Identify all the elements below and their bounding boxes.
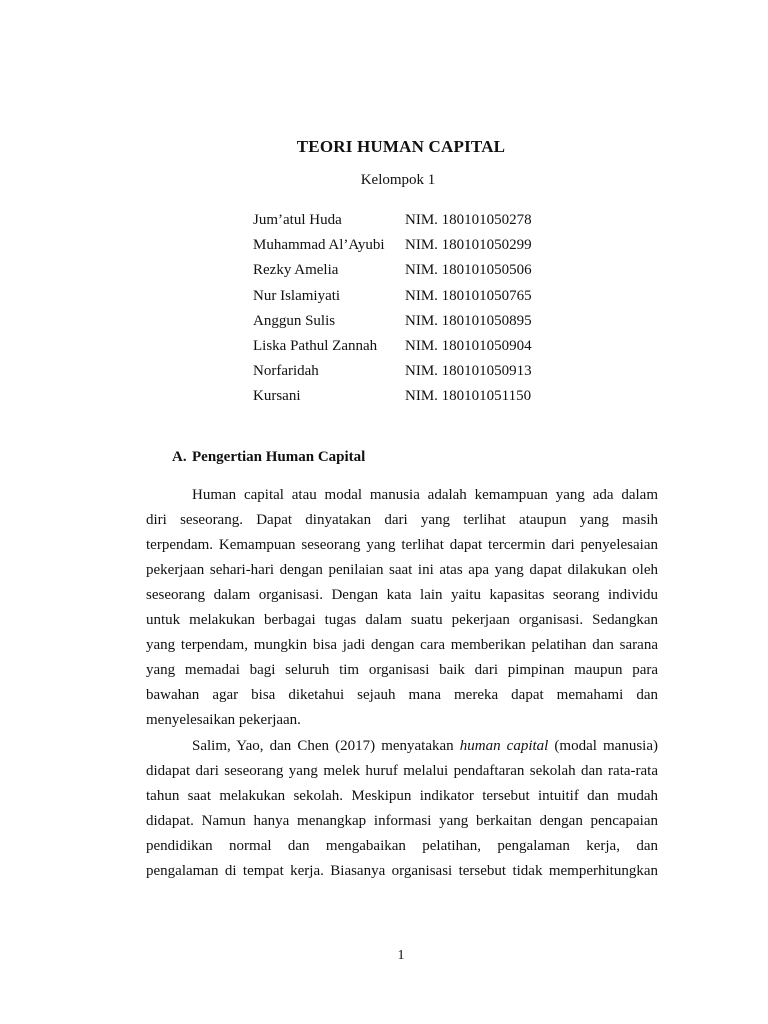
member-name: Liska Pathul Zannah <box>253 338 378 355</box>
member-nim: NIM. 180101050895 <box>405 312 532 329</box>
member-row <box>253 258 532 283</box>
paragraph-line: terpendam. Kemampuan seseorang yang terlihat dapat tercermin dari penyelesaian <box>146 537 658 553</box>
member-nim: NIM. 180101050913 <box>405 363 532 380</box>
member-row <box>253 208 532 233</box>
paragraph-line: tahun saat melakukan sekolah. Meskipun indikator tersebut intuitif dan mudah <box>146 788 658 804</box>
paragraph-line: pekerjaan sehari-hari dengan penilaian saat ini atas apa yang dapat dilakukan oleh <box>146 562 658 578</box>
member-row <box>253 334 532 359</box>
paragraph-line: bawahan agar bisa diketahui sejauh mana mereka dapat memahami dan <box>146 687 658 703</box>
citation-text: Salim, Yao, dan Chen (2017) menyatakan <box>192 738 460 754</box>
member-nim: NIM. 180101050299 <box>405 237 532 254</box>
paragraph-line: pengalaman di tempat kerja. Biasanya organisasi tersebut tidak memperhitungkan <box>146 863 658 879</box>
member-nim: NIM. 180101050904 <box>405 338 532 355</box>
member-name: Nur Islamiyati <box>253 287 341 304</box>
document-title: TEORI HUMAN CAPITAL <box>296 137 506 156</box>
paragraph-line: diri seseorang. Dapat dinyatakan dari yang terlihat ataupun yang masih <box>146 512 658 528</box>
member-nim: NIM. 180101051150 <box>405 388 532 405</box>
section-title: Pengertian Human Capital <box>192 449 366 465</box>
paragraph-line: seseorang dalam organisasi. Dengan kata lain yaitu kapasitas seorang individu <box>146 587 658 603</box>
section-letter: A. <box>172 449 187 465</box>
paragraph-line: yang memadai bagi seluruh tim organisasi baik dari pimpinan maupun para <box>146 662 658 678</box>
member-row <box>253 284 532 309</box>
group-label: Kelompok 1 <box>360 172 436 188</box>
citation-text: (modal manusia) <box>548 738 658 754</box>
paragraph-line: yang terpendam, mungkin bisa jadi dengan cara memberikan pelatihan dan sarana <box>146 637 658 653</box>
member-row <box>253 384 532 409</box>
member-row <box>253 233 532 258</box>
paragraph-line: untuk melakukan berbagai tugas dalam suatu pekerjaan organisasi. Sedangkan <box>146 612 658 628</box>
member-name: Anggun Sulis <box>253 312 336 329</box>
paragraph-line: pendidikan normal dan mengabaikan pelatihan, pengalaman kerja, dan <box>146 838 658 854</box>
member-row <box>253 359 532 384</box>
italic-term: human capital <box>459 738 549 754</box>
paragraph-line: menyelesaikan pekerjaan. <box>146 712 301 728</box>
paragraph-line: didapat dari seseorang yang melek huruf melalui pendaftaran sekolah dan rata-rata <box>146 763 658 779</box>
member-nim: NIM. 180101050765 <box>405 287 532 304</box>
paragraph-line: didapat. Namun hanya menangkap informasi yang berkaitan dengan pencapaian <box>146 813 658 829</box>
member-name: Norfaridah <box>253 363 319 380</box>
member-nim: NIM. 180101050506 <box>405 262 532 279</box>
member-name: Kursani <box>253 388 301 405</box>
paragraph-citation <box>146 734 658 884</box>
member-name: Muhammad Al’Ayubi <box>253 237 385 254</box>
member-list <box>253 208 532 410</box>
section-heading <box>172 449 365 466</box>
member-name: Jum’atul Huda <box>253 212 342 229</box>
paragraph-line <box>146 734 658 759</box>
member-row <box>253 309 532 334</box>
paragraph-definition <box>146 483 658 733</box>
page-number: 1 <box>397 948 405 963</box>
member-name: Rezky Amelia <box>253 262 339 279</box>
member-nim: NIM. 180101050278 <box>405 212 532 229</box>
paragraph-line: Human capital atau modal manusia adalah kemampuan yang ada dalam <box>192 487 658 503</box>
